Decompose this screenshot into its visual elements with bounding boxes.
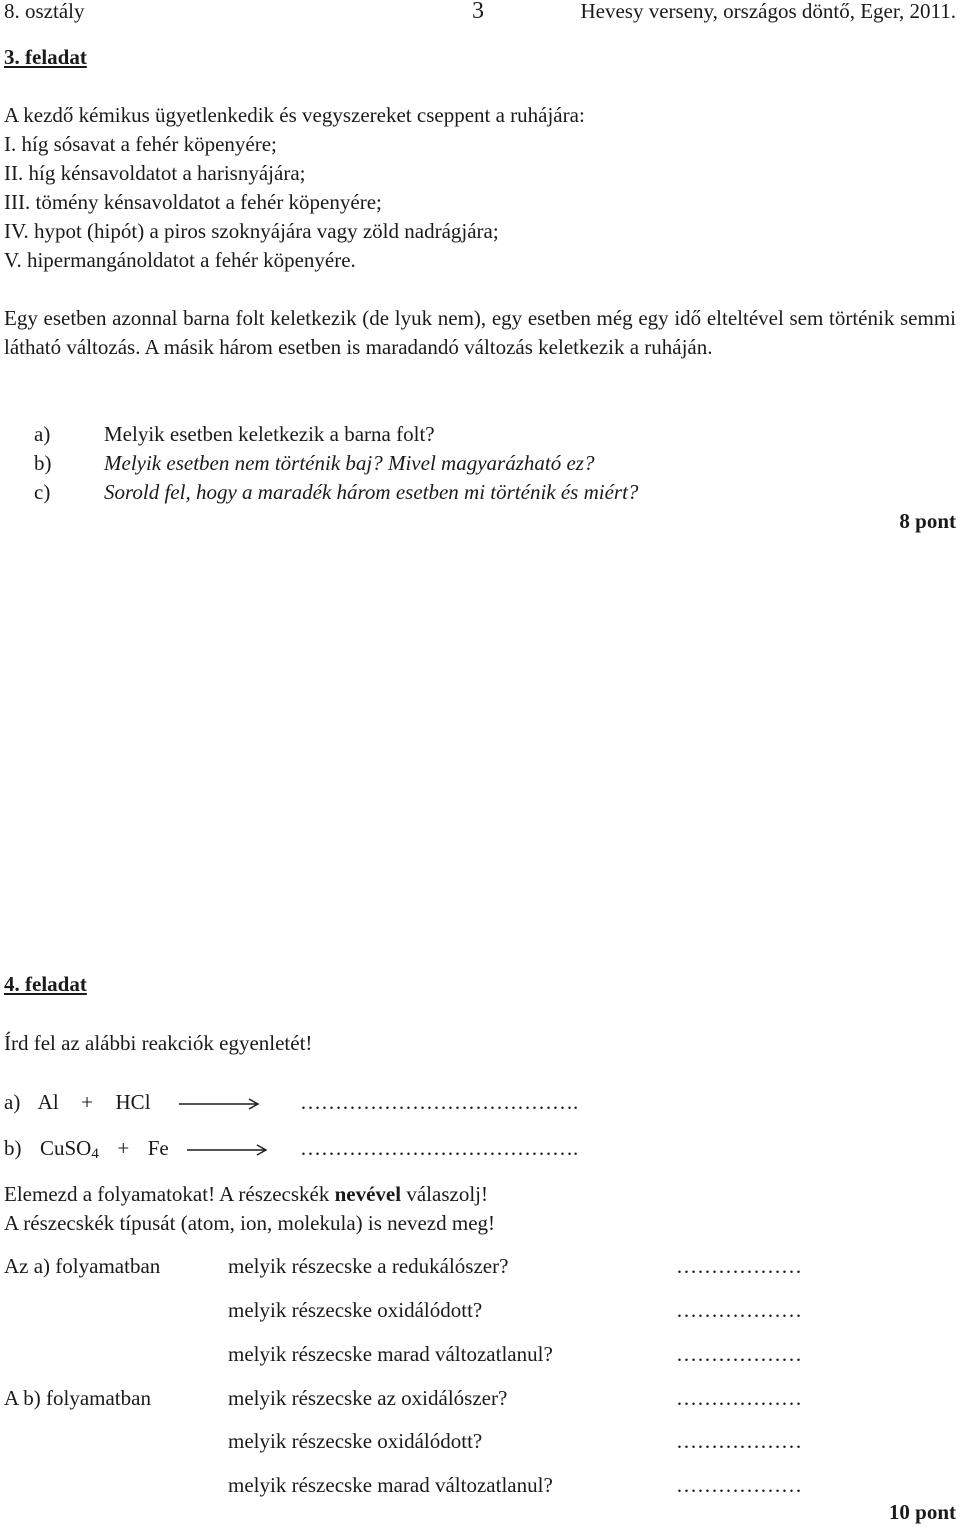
question-letter: b) <box>34 451 52 475</box>
equation-label: a) <box>4 1090 21 1114</box>
answer-blank[interactable]: ……………… <box>676 1342 802 1366</box>
answer-blank[interactable]: ……………… <box>676 1429 802 1453</box>
task4-analyze: Elemezd a folyamatokat! A részecskék nevével válaszolj! <box>4 1182 488 1206</box>
question-text: Melyik esetben nem történik baj? Mivel magyarázható ez? <box>104 451 595 475</box>
process-a-label: Az a) folyamatban <box>4 1254 161 1278</box>
task3-item-4: IV. hypot (hipót) a piros szoknyájára vagy zöld nadrágjára; <box>4 219 499 243</box>
task4-types: A részecskék típusát (atom, ion, molekula) is nevezd meg! <box>4 1211 496 1235</box>
task3-intro: A kezdő kémikus ügyetlenkedik és vegyszereket cseppent a ruhájára: <box>4 103 585 127</box>
answer-blank[interactable]: ……………… <box>676 1254 802 1278</box>
equation-b-blank[interactable]: …………………………………. <box>300 1136 579 1160</box>
answer-blank[interactable]: ……………… <box>676 1386 802 1410</box>
task3-item-5: V. hipermangánoldatot a fehér köpenyére. <box>4 248 356 272</box>
answer-blank[interactable]: ……………… <box>676 1298 802 1322</box>
plus-sign: + <box>117 1136 130 1160</box>
question-text: Melyik esetben keletkezik a barna folt? <box>104 422 435 446</box>
task4-points: 10 pont <box>888 1500 956 1524</box>
answer-blank[interactable]: ……………… <box>676 1473 802 1497</box>
reactant: CuSO$_4$ <box>40 1136 99 1162</box>
process-a-question-3: melyik részecske marad változatlanul? <box>228 1342 553 1366</box>
equation-a-blank[interactable]: …………………………………. <box>300 1090 579 1114</box>
reaction-arrow-icon <box>187 1143 269 1157</box>
process-a-question-2: melyik részecske oxidálódott? <box>228 1298 483 1322</box>
emphasis-word: nevével <box>334 1182 402 1206</box>
question-letter: a) <box>34 422 51 446</box>
process-b-question-2: melyik részecske oxidálódott? <box>228 1429 483 1453</box>
reactant: Al <box>37 1090 59 1114</box>
process-b-question-1: melyik részecske az oxidálószer? <box>228 1386 508 1410</box>
header-competition: Hevesy verseny, országos döntő, Eger, 2011. <box>580 0 956 23</box>
process-a-question-1: melyik részecske a redukálószer? <box>228 1254 509 1278</box>
process-b-question-3: melyik részecske marad változatlanul? <box>228 1473 553 1497</box>
header-page-number: 3 <box>472 0 484 24</box>
task4-title: 4. feladat <box>4 972 87 996</box>
reactant: Fe <box>147 1136 169 1160</box>
task3-item-2: II. híg kénsavoldatot a harisnyájára; <box>4 161 306 185</box>
task3-question-c <box>34 478 638 507</box>
equation-label: b) <box>4 1136 22 1160</box>
equation-b <box>4 1134 269 1169</box>
task3-question-b <box>34 449 594 478</box>
equation-a <box>4 1088 261 1117</box>
page-header <box>4 0 956 27</box>
task3-item-1: I. híg sósavat a fehér köpenyére; <box>4 132 277 156</box>
task4-instruction: Írd fel az alábbi reakciók egyenletét! <box>4 1031 313 1055</box>
task3-title: 3. feladat <box>4 45 87 69</box>
question-text: Sorold fel, hogy a maradék három esetben mi történik és miért? <box>104 480 639 504</box>
reactant: HCl <box>115 1090 151 1114</box>
plus-sign: + <box>81 1090 94 1114</box>
reaction-arrow-icon <box>179 1097 261 1111</box>
process-b-label: A b) folyamatban <box>4 1386 151 1410</box>
task3-paragraph: Egy esetben azonnal barna folt keletkezik (de lyuk nem), egy esetben még egy idő elteltével sem történik semmi látható változás. A másik három esetben is maradandó változás keletkezik a ruháján. <box>4 306 956 359</box>
header-class: 8. osztály <box>4 0 85 23</box>
task3-points: 8 pont <box>899 509 956 533</box>
question-letter: c) <box>34 480 51 504</box>
task3-item-3: III. tömény kénsavoldatot a fehér köpenyére; <box>4 190 382 214</box>
task3-question-a <box>34 420 435 449</box>
